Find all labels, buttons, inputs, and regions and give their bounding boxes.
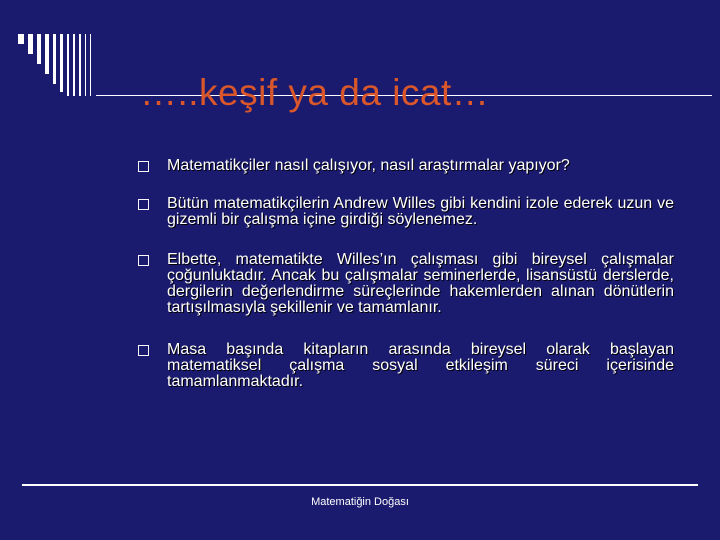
decorative-bar — [18, 34, 24, 44]
slide-footer: Matematiğin Doğası — [311, 496, 409, 508]
decorative-bar — [28, 34, 33, 54]
decorative-bar — [45, 34, 49, 74]
bullet-item — [138, 342, 674, 390]
bullet-list — [138, 158, 674, 408]
bullet-item — [138, 196, 674, 228]
decorative-bar — [85, 34, 86, 96]
bullet-item — [138, 158, 674, 174]
footer-rule — [22, 484, 698, 486]
square-bullet-icon — [138, 255, 149, 266]
decorative-bar — [90, 34, 91, 96]
decorative-bar — [60, 34, 63, 92]
decorative-bars — [18, 34, 158, 100]
bullet-text: Elbette, matematikte Willes’ın çalışması gibi bireysel çalışmalar çoğunluktadır. Ancak bu çalışmalar seminerlerde, lisansüstü derslerde, dergilerin değerlendirme süreçlerinde hakemlerden alınan dönütlerin tartışılmasıyla şekillenir ve tamamlanır. — [167, 251, 674, 316]
bullet-text: Bütün matematikçilerin Andrew Willes gibi kendini izole ederek uzun ve gizemli bir çalışma içine girdiği söylenemez. — [167, 195, 674, 228]
bullet-item — [138, 252, 674, 316]
decorative-bar — [79, 34, 81, 96]
bullet-text: Matematikçiler nasıl çalışıyor, nasıl araştırmalar yapıyor? — [167, 157, 570, 174]
decorative-bar — [37, 34, 41, 64]
square-bullet-icon — [138, 161, 149, 172]
square-bullet-icon — [138, 199, 149, 210]
slide-title: …..keşif ya da icat… — [140, 72, 490, 113]
decorative-bar — [67, 34, 69, 96]
bullet-text: Masa başında kitapların arasında bireysel olarak başlayan matematiksel çalışma sosyal etkileşim süreci içerisinde tamamlanmaktadır. — [167, 341, 674, 390]
decorative-bar — [53, 34, 56, 84]
decorative-bar — [73, 34, 75, 96]
square-bullet-icon — [138, 345, 149, 356]
